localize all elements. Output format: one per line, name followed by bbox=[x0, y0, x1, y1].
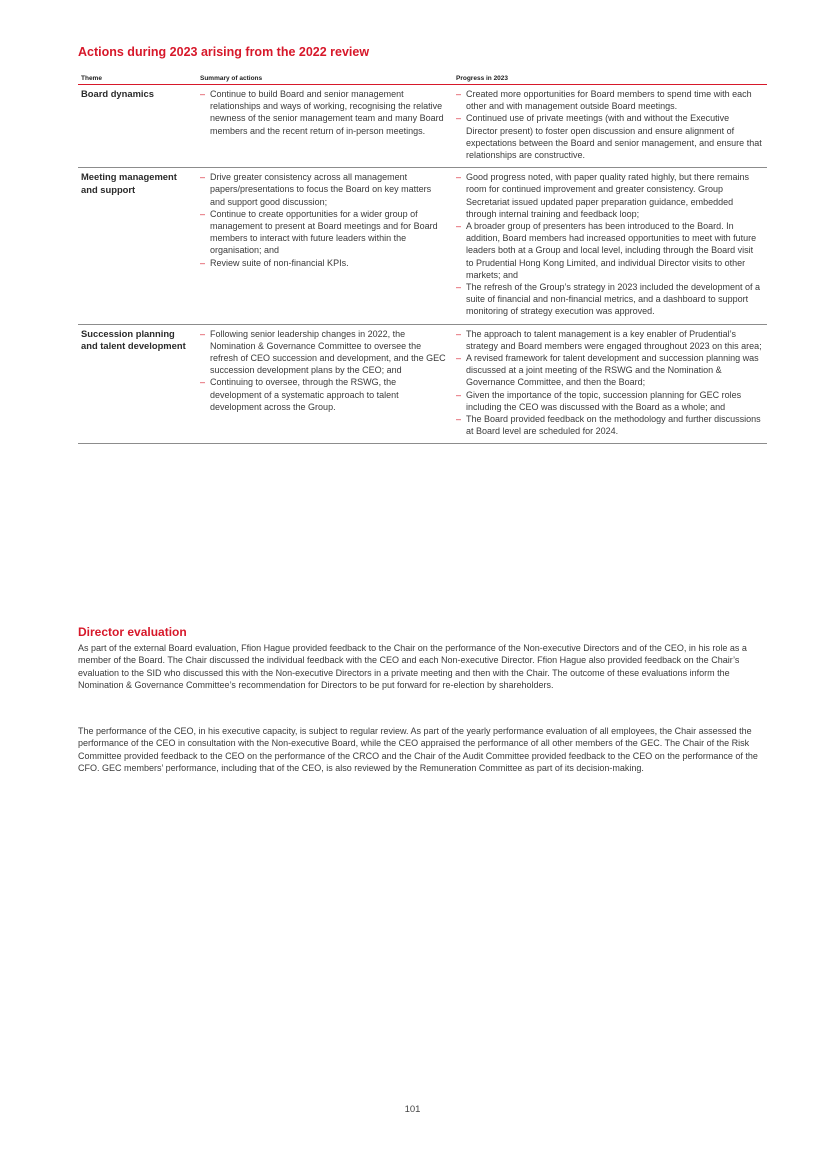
list-item-text: Continue to create opportunities for a wider group of management to present at Board meetings and for Board members to interact with future leaders within the organisation; and bbox=[210, 208, 438, 256]
list-item-text: A broader group of presenters has been introduced to the Board. In addition, Board members had increased opportunities to meet with future leaders both at a Group and local level, including through the Board visit to Prudential Hong Kong Limited, and individual Director visits to other markets; and bbox=[466, 221, 757, 280]
list-item-text: Drive greater consistency across all management papers/presentations to focus the Board on key matters and support good discussion; bbox=[210, 172, 432, 207]
list-item-text: A revised framework for talent development and succession planning was discussed at a joint meeting of the RSWG and the Nomination & Governance Committee, and then the Board; bbox=[466, 353, 759, 388]
list-item bbox=[200, 171, 448, 208]
dash-bullet: – bbox=[456, 353, 462, 364]
list-item bbox=[456, 171, 763, 220]
list-item bbox=[200, 88, 448, 137]
list-item-text: Continued use of private meetings (with and without the Executive Director present) to foster open discussion and ensure alignment of expectations between the Board and senior management, and ensure that relationships are constructive. bbox=[466, 113, 762, 161]
list-item-text: Review suite of non-financial KPIs. bbox=[210, 257, 349, 268]
list-item bbox=[200, 208, 448, 257]
paragraph: As part of the external Board evaluation, Ffion Hague provided feedback to the Chair on the performance of the Non-executive Directors and of the CEO, in his role as a member of the Board. The Chair discussed the individual feedback with the CEO and each Non-executive Director. Ffion Hague also provided feedback on the Chair’s evaluation to the SID who discussed this with the Non-executive Directors in a private meeting and then with the Chair. The outcome of these evaluations inform the Nomination & Governance Committee’s recommendation for Directors to be put forward for re-election by shareholders. bbox=[78, 643, 747, 690]
list-item bbox=[456, 112, 763, 161]
list-item-text: The refresh of the Group’s strategy in 2023 included the development of a suite of financial and non-financial metrics, and a dashboard to support monitoring of strategy execution was approved. bbox=[466, 282, 761, 317]
progress-cell bbox=[452, 85, 767, 168]
list-item-text: The approach to talent management is a key enabler of Prudential’s strategy and Board members were engaged throughout 2023 on this area; bbox=[466, 328, 762, 351]
dash-bullet: – bbox=[456, 328, 462, 339]
dash-bullet: – bbox=[200, 328, 206, 339]
list-item-text: Good progress noted, with paper quality rated highly, but there remains room for continued improvement and greater consistency. Group Secretariat issued updated paper preparation guidance, embedded through internal training and feedback loop; bbox=[466, 172, 749, 219]
theme-cell: Meeting management and support bbox=[78, 168, 196, 324]
dash-bullet: – bbox=[456, 414, 462, 425]
list-item bbox=[200, 376, 448, 413]
list-item bbox=[456, 281, 763, 318]
column-header-theme: Theme bbox=[78, 71, 196, 85]
section-title: Director evaluation bbox=[78, 625, 187, 639]
list-item bbox=[200, 257, 448, 269]
column-header-progress: Progress in 2023 bbox=[452, 71, 767, 85]
dash-bullet: – bbox=[456, 221, 462, 232]
list-item bbox=[456, 389, 763, 413]
dash-bullet: – bbox=[456, 89, 462, 99]
page-number: 101 bbox=[404, 1104, 421, 1115]
theme-cell: Board dynamics bbox=[81, 88, 154, 99]
list-item bbox=[456, 220, 763, 281]
dash-bullet: – bbox=[200, 377, 206, 388]
table-heading: Actions during 2023 arising from the 2022 review bbox=[78, 45, 370, 59]
column-header-summary: Summary of actions bbox=[196, 71, 452, 85]
theme-cell: Succession planning and talent development bbox=[78, 324, 196, 444]
list-item bbox=[456, 328, 763, 352]
actions-cell bbox=[196, 168, 452, 324]
list-item-text: Given the importance of the topic, succession planning for GEC roles including the CEO was discussed with the Board as a whole; and bbox=[466, 389, 742, 412]
dash-bullet: – bbox=[456, 172, 462, 183]
dash-bullet: – bbox=[200, 172, 206, 183]
dash-bullet: – bbox=[456, 282, 462, 293]
dash-bullet: – bbox=[200, 257, 206, 268]
actions-cell bbox=[196, 85, 452, 168]
table-header-row bbox=[78, 71, 767, 85]
dash-bullet: – bbox=[456, 113, 462, 124]
list-item-text: Following senior leadership changes in 2022, the Nomination & Governance Committee to oversee the refresh of CEO succession and development, and the GEC succession development plans by the CEO; and bbox=[210, 328, 446, 376]
table-row bbox=[78, 85, 767, 168]
list-item bbox=[456, 413, 763, 437]
dash-bullet: – bbox=[200, 208, 206, 219]
table-row bbox=[78, 324, 767, 444]
list-item-text: Continuing to oversee, through the RSWG, the development of a systematic approach to talent development across the Group. bbox=[210, 377, 399, 412]
list-item bbox=[200, 328, 448, 377]
progress-cell bbox=[452, 168, 767, 324]
progress-cell bbox=[452, 324, 767, 444]
review-actions-table bbox=[78, 71, 767, 444]
actions-cell bbox=[196, 324, 452, 444]
table-row bbox=[78, 168, 767, 324]
list-item bbox=[456, 352, 763, 389]
list-item-text: Continue to build Board and senior management relationships and ways of working, recognising the relative newness of the senior management team and many Board members and the recent return of in-person meetings. bbox=[210, 89, 444, 136]
paragraph: The performance of the CEO, in his executive capacity, is subject to regular review. As part of the yearly performance evaluation of all employees, the Chair assessed the performance of the CEO in consultation with the Non-executive Board, while the CEO appraised the performance of all other members of the GEC. The Chair of the Risk Committee provided feedback to the CEO on the performance of the CRCO and the Chair of the Audit Committee provided feedback to the CEO on the performance of the CFO. GEC members’ performance, including that of the CEO, is also reviewed by the Remuneration Committee as part of its decision-making. bbox=[78, 726, 758, 773]
list-item bbox=[456, 88, 763, 112]
list-item-text: The Board provided feedback on the methodology and further discussions at Board level are scheduled for 2024. bbox=[466, 414, 761, 437]
list-item-text: Created more opportunities for Board members to spend time with each other and with management outside Board meetings. bbox=[466, 89, 752, 112]
dash-bullet: – bbox=[200, 89, 206, 99]
dash-bullet: – bbox=[456, 389, 462, 400]
